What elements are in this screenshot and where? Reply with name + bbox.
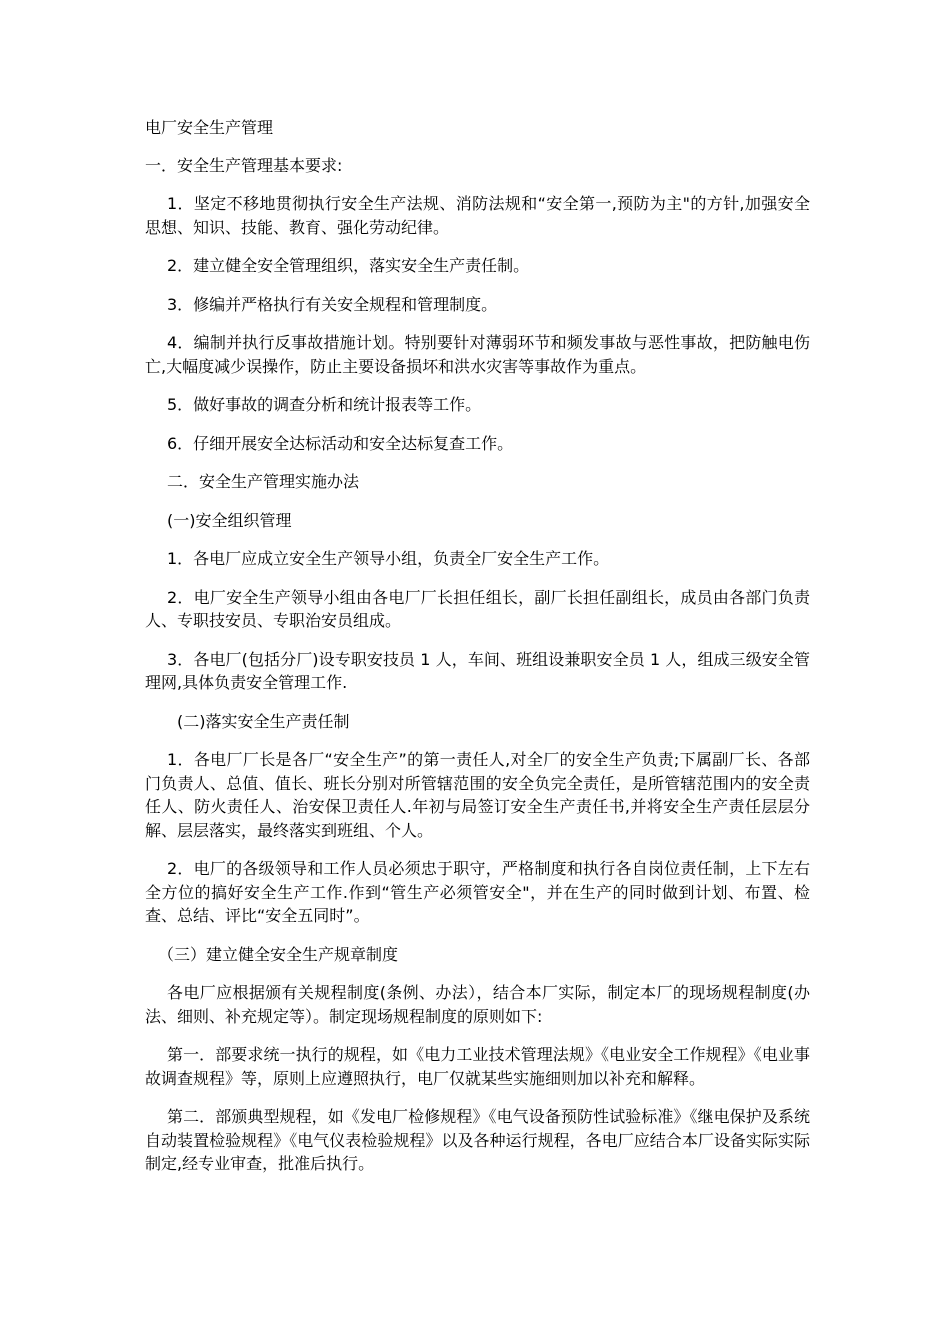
paragraph: 1．各电厂应成立安全生产领导小组，负责全厂安全生产工作。 bbox=[167, 549, 610, 568]
paragraph: 一．安全生产管理基本要求: bbox=[145, 155, 343, 175]
paragraph: 5．做好事故的调查分析和统计报表等工作。 bbox=[167, 395, 482, 414]
paragraph: 1．坚定不移地贯彻执行安全生产法规、消防法规和“安全第一,预防为主"的方针,加强安全思想、知识、技能、教育、强化劳动纪律。 bbox=[145, 194, 810, 237]
paragraph: 第二．部颁典型规程，如《发电厂检修规程》《电气设备预防性试验标准》《继电保护及系统自动装置检验规程》《电气仪表检验规程》以及各种运行规程，各电厂应结合本厂设备实际实际制定,经专业审查，批准后执行。 bbox=[145, 1107, 810, 1173]
paragraph: 4．编制并执行反事故措施计划。特别要针对薄弱环节和频发事故与恶性事故，把防触电伤亡,大幅度减少误操作，防止主要设备损坏和洪水灾害等事故作为重点。 bbox=[145, 333, 810, 376]
paragraph: 2．建立健全安全管理组织，落实安全生产责任制。 bbox=[167, 256, 530, 275]
paragraph: 各电厂应根据颁有关规程制度(条例、办法），结合本厂实际，制定本厂的现场规程制度(办法、细则、补充规定等）。制定现场规程制度的原则如下: bbox=[145, 983, 810, 1026]
paragraph: 3．修编并严格执行有关安全规程和管理制度。 bbox=[167, 294, 498, 314]
paragraph: （三）建立健全安全生产规章制度 bbox=[158, 944, 399, 964]
document-page bbox=[145, 116, 810, 1191]
paragraph: 二．安全生产管理实施办法 bbox=[167, 472, 360, 491]
paragraph: (一)安全组织管理 bbox=[167, 510, 292, 530]
document-body bbox=[145, 154, 810, 1176]
paragraph: 1．各电厂厂长是各厂“安全生产”的第一责任人,对全厂的安全生产负责;下属副厂长、各部门负责人、总值、值长、班长分别对所管辖范围的安全负完全责任，是所管辖范围内的安全责任人、防火责任人、治安保卫责任人.年初与局签订安全生产责任书,并将安全生产责任层层分解、层层落实，最终落实到班组、个人。 bbox=[145, 750, 810, 840]
paragraph: 6．仔细开展安全达标活动和安全达标复查工作。 bbox=[167, 433, 514, 453]
paragraph: 第一．部要求统一执行的规程，如《电力工业技术管理法规》《电业安全工作规程》《电业事故调查规程》等，原则上应遵照执行，电厂仅就某些实施细则加以补充和解释。 bbox=[145, 1045, 810, 1088]
paragraph: (二)落实安全生产责任制 bbox=[177, 711, 350, 731]
paragraph: 2．电厂的各级领导和工作人员必须忠于职守，严格制度和执行各自岗位责任制，上下左右全方位的搞好安全生产工作.作到“管生产必须管安全"，并在生产的同时做到计划、布置、检查、总结、评比“安全五同时”。 bbox=[145, 859, 810, 925]
document-title: 电厂安全生产管理 bbox=[145, 118, 274, 137]
paragraph: 3．各电厂(包括分厂)设专职安技员 1 人，车间、班组设兼职安全员 1 人，组成三级安全管理网,具体负责安全管理工作. bbox=[145, 649, 810, 692]
paragraph: 2．电厂安全生产领导小组由各电厂厂长担任组长，副厂长担任副组长，成员由各部门负责人、专职技安员、专职治安员组成。 bbox=[145, 587, 810, 630]
